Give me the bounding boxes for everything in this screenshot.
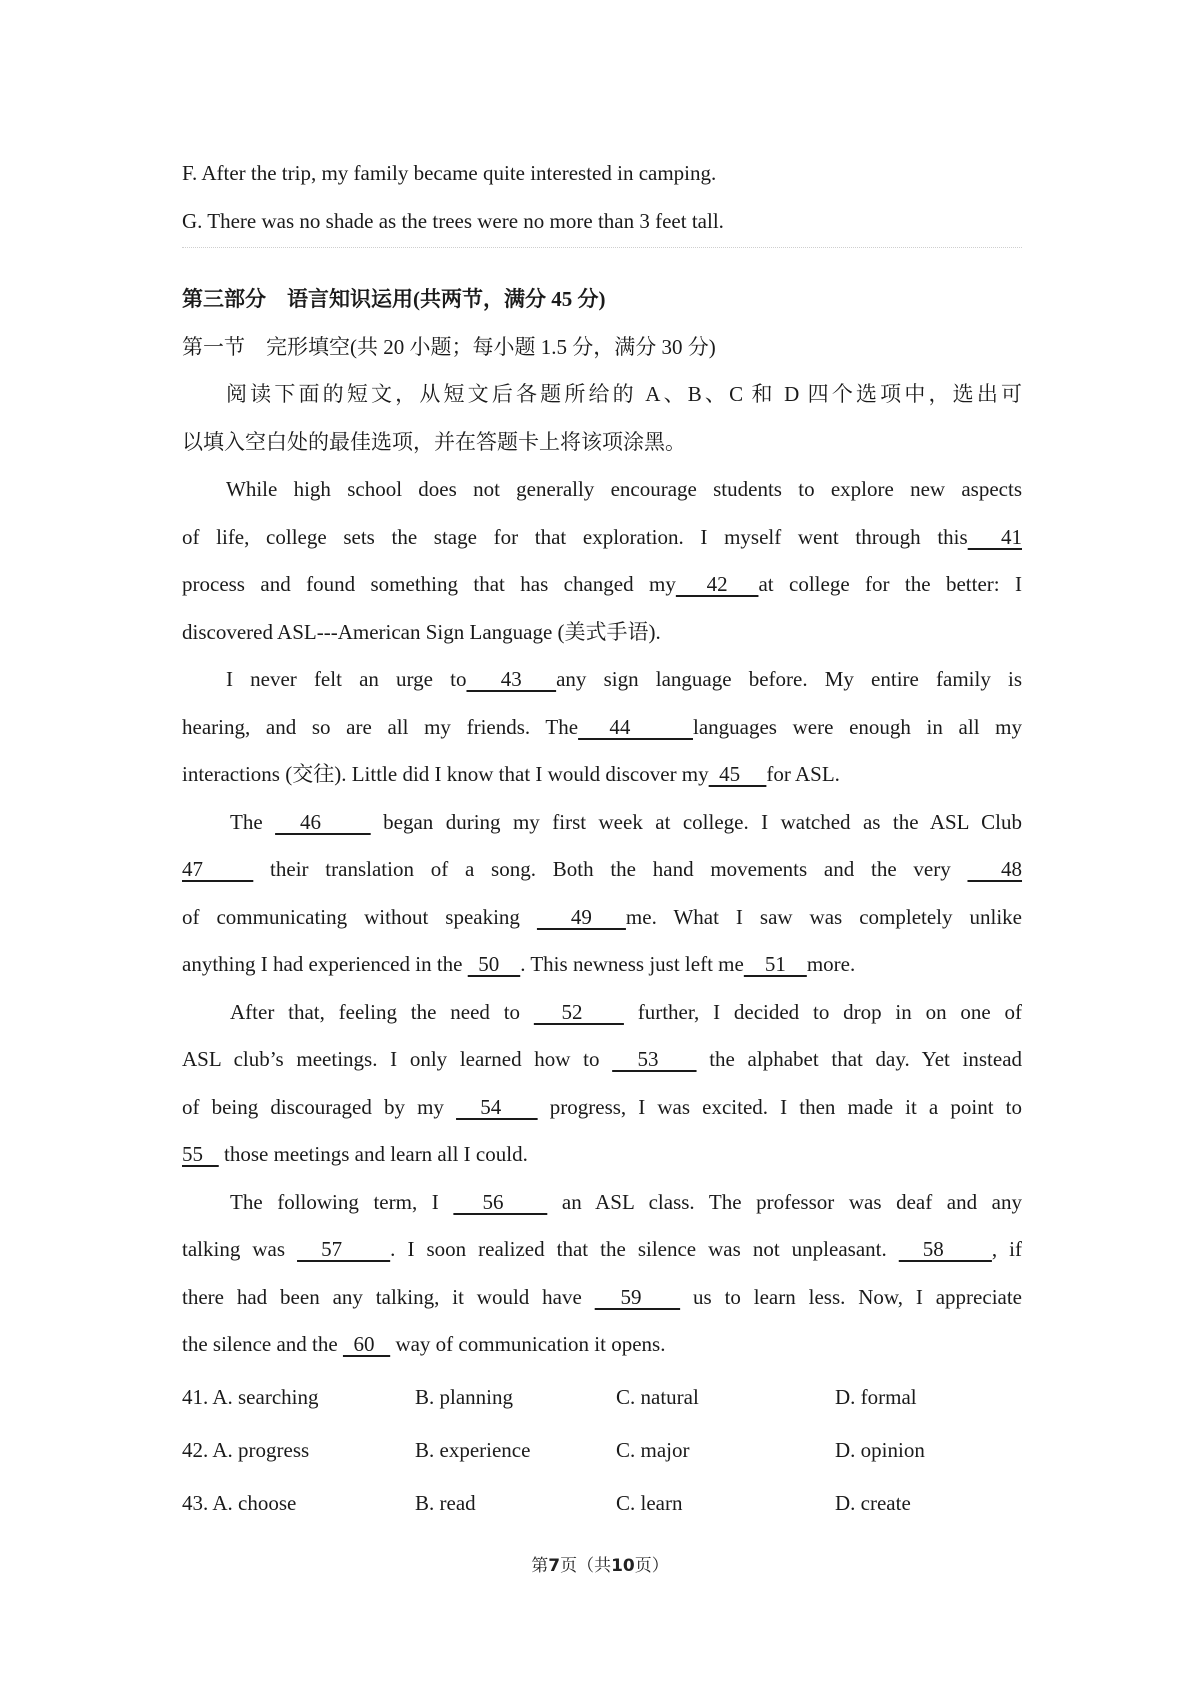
- passage-line: hearing, and so are all my friends. The 44 languages were enough in all my: [182, 714, 1023, 739]
- passage-line: talking was 57 . I soon realized that the silence was not unpleasant. 58 , if: [182, 1237, 1023, 1261]
- blank-56: 56: [453, 1189, 548, 1214]
- passage-line: of life, college sets the stage for that exploration. I myself went through this 41: [182, 524, 1022, 549]
- passage-line: I never felt an urge to 43 any sign language before. My entire family is: [226, 667, 1022, 691]
- section-subtitle: 第一节 完形填空(共 20 小题；每小题 1.5 分，满分 30 分): [182, 334, 716, 359]
- passage-line: ASL club’s meetings. I only learned how to 53 the alphabet that day. Yet instead: [182, 1047, 1023, 1071]
- blank-54: 54: [456, 1094, 538, 1119]
- blank-43: 43: [466, 667, 557, 691]
- passage-line: anything I had experienced in the 50 . This newness just left me 51 more.: [182, 952, 856, 976]
- passage-line: of communicating without speaking 49 me. What I saw was completely unlike: [182, 904, 1022, 929]
- option-42-d: D. opinion: [835, 1437, 925, 1462]
- blank-46: 46: [275, 809, 371, 834]
- total-pages: 10: [611, 1556, 635, 1576]
- passage-line: After that, feeling the need to 52 further, I decided to drop in on one of: [230, 999, 1023, 1024]
- option-42-b: B. experience: [415, 1437, 531, 1462]
- blank-52: 52: [533, 999, 624, 1024]
- option-f: F. After the trip, my family became quite interested in camping.: [182, 161, 717, 185]
- passage-line: The 46 began during my first week at college. I watched as the ASL Club: [230, 809, 1023, 834]
- blank-41: 41: [967, 524, 1022, 549]
- option-43-c: C. learn: [616, 1490, 683, 1515]
- passage-line: The following term, I 56 an ASL class. The professor was deaf and any: [230, 1189, 1023, 1214]
- passage-line: of being discouraged by my 54 progress, I was excited. I then made it a point to: [182, 1094, 1022, 1119]
- page-number: 7: [548, 1556, 561, 1576]
- passage-line: discovered ASL---American Sign Language (美式手语).: [182, 619, 661, 644]
- option-41-c: C. natural: [616, 1384, 699, 1409]
- blank-49: 49: [536, 904, 626, 929]
- option-43-b: B. read: [415, 1490, 476, 1515]
- question-42-options: [182, 1424, 1022, 1477]
- section-divider: [182, 247, 1022, 248]
- passage-line: While high school does not generally encourage students to explore new aspects: [226, 477, 1022, 501]
- option-43-d: D. create: [835, 1490, 911, 1515]
- part-title: 第三部分 语言知识运用(共两节，满分 45 分): [182, 287, 606, 311]
- blank-48: 48: [967, 857, 1023, 881]
- passage-line: the silence and the 60 way of communication it opens.: [182, 1332, 666, 1356]
- passage-line: 47 their translation of a song. Both the hand movements and the very 48: [182, 857, 1023, 881]
- option-41-a: 41. A. searching: [182, 1384, 319, 1409]
- blank-51: 51: [743, 952, 807, 976]
- blank-53: 53: [612, 1047, 697, 1071]
- instruction-line-2: 以填入空白处的最佳选项，并在答题卡上将该项涂黑。: [182, 429, 686, 454]
- option-43-a: 43. A. choose: [182, 1490, 297, 1515]
- blank-58: 58: [898, 1237, 992, 1261]
- blank-57: 57: [297, 1237, 391, 1261]
- passage-line: process and found something that has changed my 42 at college for the better: I: [182, 572, 1022, 596]
- option-41-d: D. formal: [835, 1384, 917, 1409]
- blank-44: 44: [578, 714, 693, 739]
- blank-47: 47: [182, 857, 254, 881]
- passage-line: interactions (交往). Little did I know that I would discover my 45 for ASL.: [182, 762, 840, 786]
- page-footer: 第7页（共10页）: [531, 1556, 669, 1576]
- passage-line: there had been any talking, it would have 59 us to learn less. Now, I appreciate: [182, 1284, 1023, 1309]
- blank-59: 59: [594, 1284, 681, 1309]
- blank-60: 60: [342, 1332, 391, 1356]
- option-g: G. There was no shade as the trees were no more than 3 feet tall.: [182, 208, 724, 233]
- answer-options: [182, 1371, 1022, 1530]
- option-42-a: 42. A. progress: [182, 1437, 310, 1462]
- blank-55: 55: [182, 1142, 219, 1166]
- passage-line: 55 those meetings and learn all I could.: [182, 1142, 528, 1166]
- option-42-c: C. major: [616, 1437, 690, 1462]
- blank-42: 42: [675, 572, 759, 596]
- blank-50: 50: [467, 952, 521, 976]
- question-43-options: [182, 1477, 1022, 1530]
- blank-45: 45: [708, 762, 767, 786]
- exam-page: [182, 150, 1022, 1530]
- question-41-options: [182, 1371, 1022, 1424]
- option-41-b: B. planning: [415, 1384, 513, 1409]
- instruction-line-1: 阅读下面的短文，从短文后各题所给的 A、B、C 和 D 四个选项中，选出可: [226, 382, 1022, 406]
